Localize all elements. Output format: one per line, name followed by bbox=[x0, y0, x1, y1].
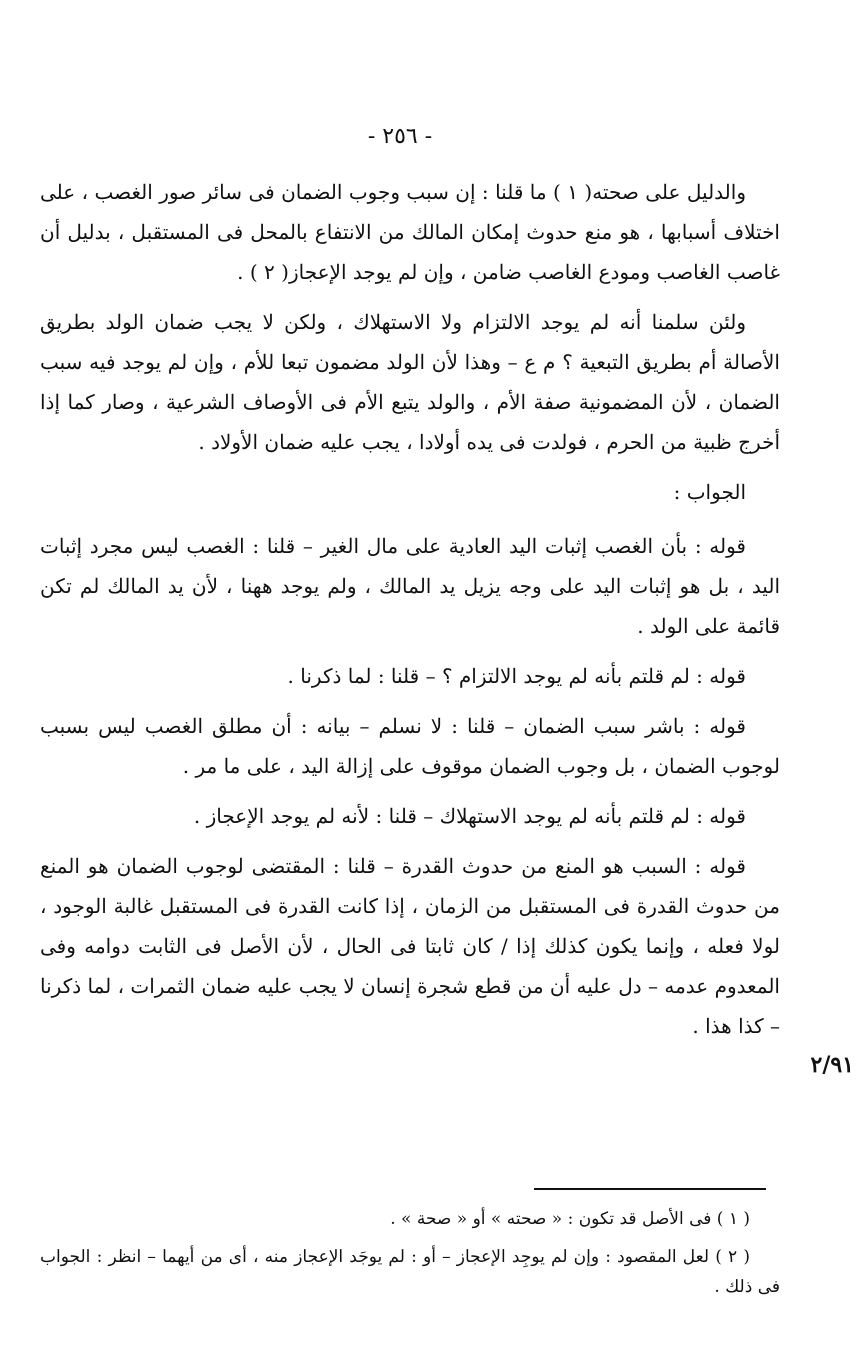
footnote-2: ( ٢ ) لعل المقصود : وإن لم يوجِد الإعجاز – أو : لم يوجَد الإعجاز منه ، أى من أيهما – انظر : الجواب فى ذلك . bbox=[40, 1247, 780, 1297]
footnote-1: ( ١ ) فى الأصل قد تكون : « صحته » أو « صحة » . bbox=[390, 1209, 750, 1229]
paragraph-answer-cause: قوله : باشر سبب الضمان – قلنا : لا نسلم – بيانه : أن مطلق الغصب ليس بسبب لوجوب الضمان ، بل وجوب الضمان موقوف على إزالة اليد ، على ما مر . bbox=[40, 714, 780, 778]
manuscript-folio-reference: ٢/٩١ bbox=[810, 1052, 854, 1078]
paragraph-proof: والدليل على صحته( ١ ) ما قلنا : إن سبب وجوب الضمان فى سائر صور الغصب ، على اختلاف أسبابها ، هو منع حدوث إمكان المالك من الانتفاع بالمحل فى المستقبل ، بدليل أن غاصب الغاصب ومودع الغاصب ضامن ، وإن لم يوجد الإعجاز( ٢ ) . bbox=[40, 180, 780, 284]
paragraph-answer-usurpation: قوله : بأن الغصب إثبات اليد العادية على مال الغير – قلنا : الغصب ليس مجرد إثبات اليد ، بل هو إثبات اليد على وجه يزيل يد المالك ، ولم يوجد ههنا ، لأن يد المالك لم تكن قائمة على الولد . bbox=[40, 534, 780, 638]
paragraph-answer-consumption: قوله : لم قلتم بأنه لم يوجد الاستهلاك – قلنا : لأنه لم يوجد الإعجاز . bbox=[193, 804, 746, 828]
main-text bbox=[40, 172, 780, 1056]
paragraph-objection: ولئن سلمنا أنه لم يوجد الالتزام ولا الاستهلاك ، ولكن لا يجب ضمان الولد بطريق الأصالة أم بطريق التبعية ؟ م ع – وهذا لأن الولد مضمون تبعا للأم ، وإن لم يوجد فيه سبب الضمان ، لأن المضمونية صفة الأم ، والولد يتبع الأم فى الأوصاف الشرعية ، وصار كما إذا أخرج ظبية من الحرم ، فولدت فى يده أولادا ، يجب عليه ضمان الأولاد . bbox=[40, 310, 780, 454]
footnote-separator bbox=[534, 1188, 766, 1190]
answer-heading: الجواب : bbox=[673, 480, 746, 504]
page-number: - ٢٥٦ - bbox=[367, 124, 433, 149]
paragraph-answer-prevention: قوله : السبب هو المنع من حدوث القدرة – قلنا : المقتضى لوجوب الضمان هو المنع من حدوث القدرة فى المستقبل من الزمان ، إذا كانت القدرة فى المستقبل غالبة الوجود ، لولا فعله ، وإنما يكون كذلك إذا / كان ثابتا فى الحال ، لأن الأصل فى الثابت دوامه وفى المعدوم عدمه – دل عليه أن من قطع شجرة إنسان لا يجب عليه ضمان الثمرات ، لما ذكرنا – كذا هذا . bbox=[40, 854, 780, 1038]
footnotes bbox=[40, 1204, 780, 1310]
paragraph-answer-commitment: قوله : لم قلتم بأنه لم يوجد الالتزام ؟ – قلنا : لما ذكرنا . bbox=[287, 664, 746, 688]
